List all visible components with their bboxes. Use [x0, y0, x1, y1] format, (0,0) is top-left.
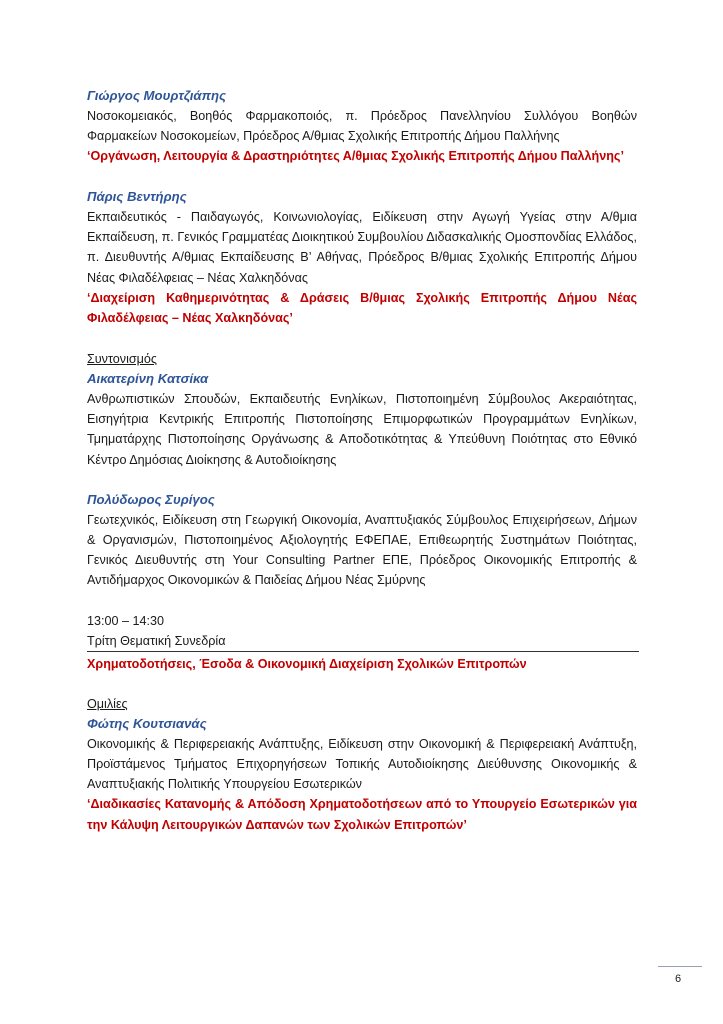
talks-label: Ομιλίες [87, 696, 128, 711]
talk-title: ‘Διαχείριση Καθημερινότητας & Δράσεις Β/θμιας Σχολικής Επιτροπής Δήμου Νέας Φιλαδέλφειας – Νέας Χαλκηδόνας’ [87, 290, 637, 326]
session-title: Χρηματοδοτήσεις, Έσοδα & Οικονομική Διαχείριση Σχολικών Επιτροπών [87, 651, 639, 674]
speaker-name: Φώτης Κουτσιανάς [87, 715, 207, 731]
coordination-label: Συντονισμός [87, 352, 157, 366]
coordinator-name: Αικατερίνη Κατσίκα [87, 371, 209, 386]
talk-title: ‘Διαδικασίες Κατανομής & Απόδοση Χρηματοδοτήσεων από το Υπουργείο Εσωτερικών για την Κάλυψη Λειτουργικών Δαπανών των Σχολικών Επιτροπών’ [87, 797, 637, 832]
coordinator-bio: Ανθρωπιστικών Σπουδών, Εκπαιδευτής Ενηλίκων, Πιστοποιημένη Σύμβουλος Ακεραιότητας, Εισηγήτρια Κεντρικής Επιτροπής Πιστοποίησης Επιμορφωτικών Προγραμμάτων Ενηλίκων, Τμηματάρχης Πιστοποίησης Οργάνωσης & Αποδοτικότητας & Υπεύθυνη Ποιότητας στο Εθνικό Κέντρο Δημόσιας Διοίκησης & Αυτοδιοίκησης [87, 392, 637, 467]
speaker-name: Γιώργος Μουρτζιάπης [87, 88, 227, 103]
speaker-name: Πάρις Βεντήρης [87, 189, 187, 204]
coordinator-name: Πολύδωρος Συρίγος [87, 491, 215, 507]
speaker-bio: Εκπαιδευτικός - Παιδαγωγός, Κοινωνιολογίας, Ειδίκευση στην Αγωγή Υγείας στην Α/θμια Εκπαίδευση, π. Γενικός Γραμματέας Διοικητικού Συμβουλίου Διδασκαλικής Ομοσπονδίας Ελλάδος, π. Διευθυντής Α/θμιας Εκπαίδευσης Β’ Αθήνας, Πρόεδρος Β/θμιας Σχολικής Επιτροπής Δήμου Νέας Φιλαδέλφειας – Νέας Χαλκηδόνας [87, 210, 637, 285]
coordinator-block [87, 369, 637, 470]
footer-divider [658, 966, 702, 967]
speaker-bio: Οικονομικής & Περιφερειακής Ανάπτυξης, Ειδίκευση στην Οικονομική & Περιφερειακή Ανάπτυξη, Προϊστάμενος Τμήματος Επιχορηγήσεων Τοπικής Αυτοδιοίκησης Διεύθυνσης Οικονομικής & Αναπτυξιακής Πολιτικής Υπουργείου Εσωτερικών [87, 736, 637, 792]
speaker-block [87, 86, 637, 167]
page-number: 6 [675, 973, 682, 985]
session-time: 13:00 – 14:30 [87, 613, 165, 628]
speaker-block [87, 714, 637, 836]
speaker-bio: Νοσοκομειακός, Βοηθός Φαρμακοποιός, π. Πρόεδρος Πανελληνίου Συλλόγου Βοηθών Φαρμακείων Νοσοκομείων, Πρόεδρος Α/θμιας Σχολικής Επιτροπής Δήμου Παλλήνης [87, 109, 637, 144]
coordinator-block [87, 490, 637, 591]
page-content [87, 86, 637, 835]
coordinator-bio: Γεωτεχνικός, Ειδίκευση στη Γεωργική Οικονομία, Αναπτυξιακός Σύμβουλος Επιχειρήσεων, Δήμων & Οργανισμών, Πιστοποιημένος Αξιολογητής ΕΦΕΠΑΕ, Επιθεωρητής Συστημάτων Ποιότητας, Γενικός Διευθυντής στη Your Consulting Partner ΕΠΕ, Πρόεδρος Οικονομικής Επιτροπής & Αντιδήμαρχος Οικονομικών & Παιδείας Δήμου Νέας Σμύρνης [87, 512, 637, 588]
talk-title: ‘Οργάνωση, Λειτουργία & Δραστηριότητες Α/θμιας Σχολικής Επιτροπής Δήμου Παλλήνης’ [87, 149, 624, 164]
session-name: Τρίτη Θεματική Συνεδρία [87, 633, 226, 648]
speaker-block [87, 187, 637, 329]
